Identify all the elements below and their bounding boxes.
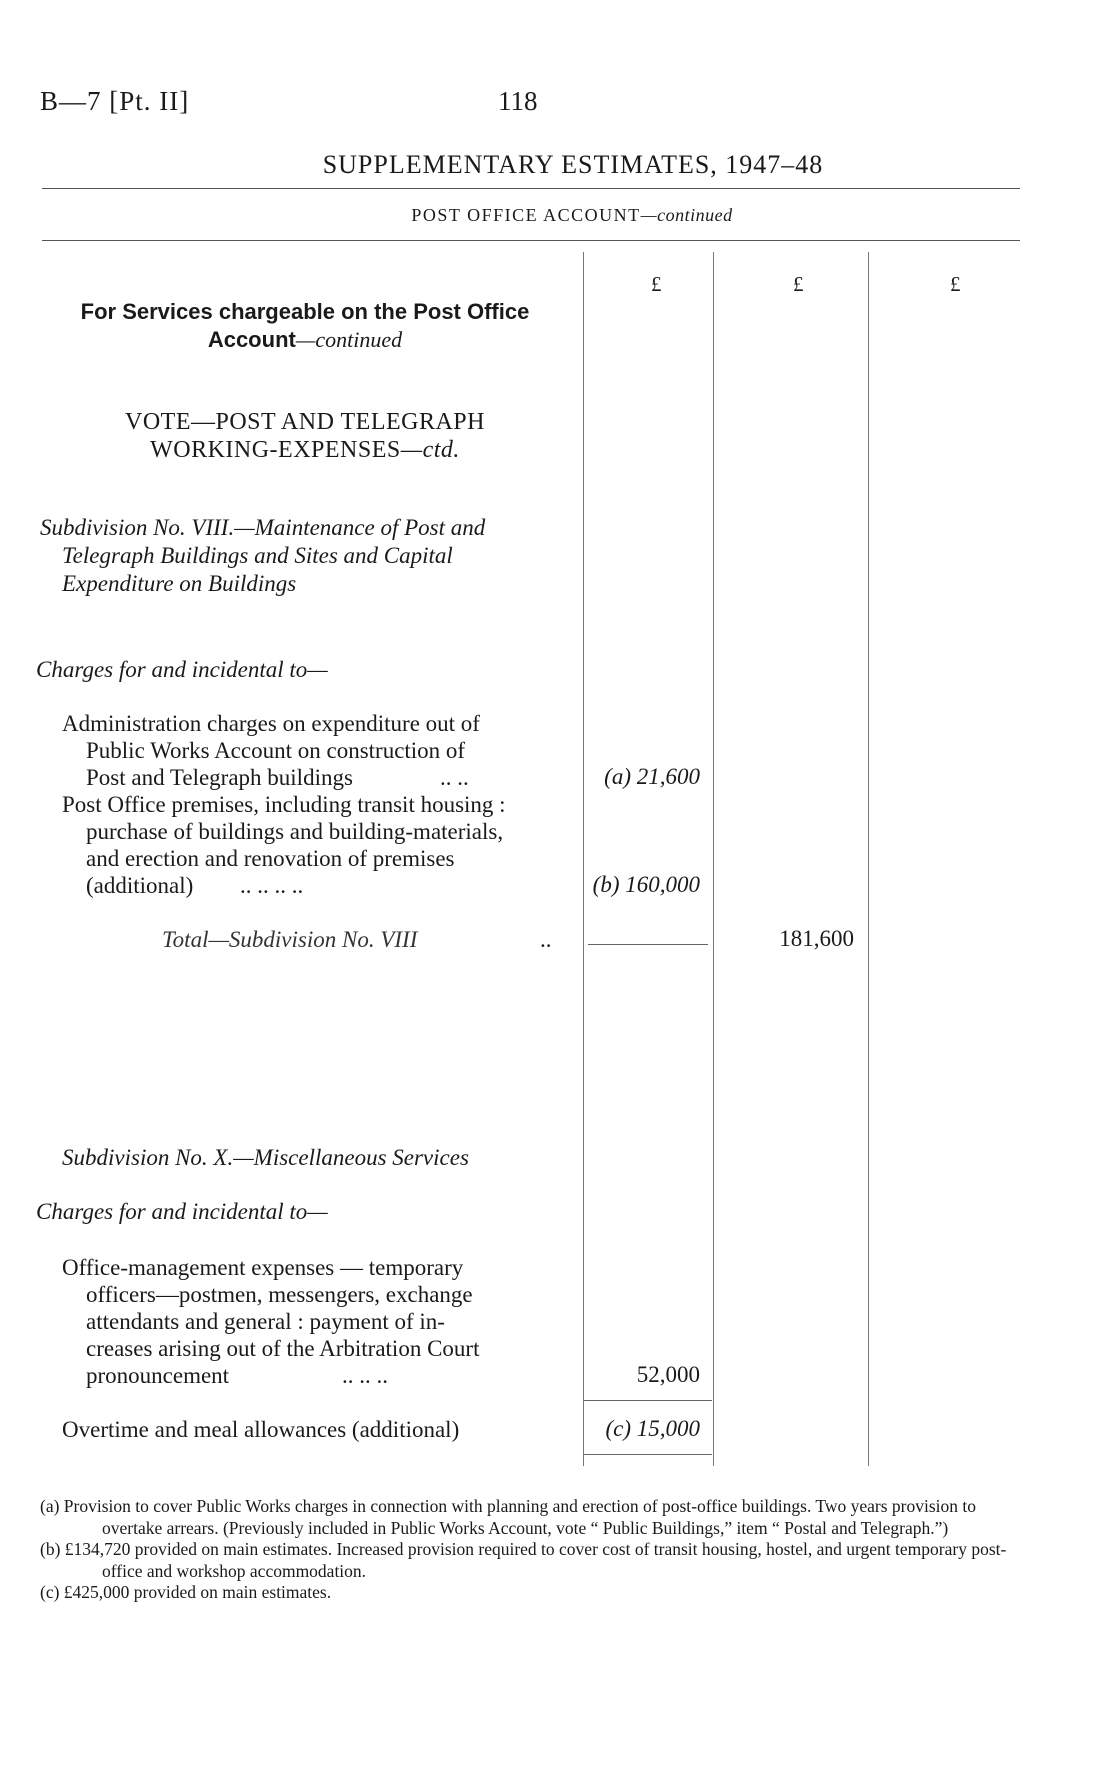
footnote-b: (b) £134,720 provided on main estimates. Increased provision required to cover cost of transit housing, hostel, and urgent temporary post-office and workshop accommodation. [40,1539,1007,1581]
viii-item1-line2: Public Works Account on construction of [86,738,466,763]
subdivision-viii-charges-label: Charges for and incidental to— [36,657,328,682]
subdivision-viii-title-1: Subdivision No. VIII.—Maintenance of Post and [40,515,486,540]
viii-item2-amount: (b) 160,000 [592,872,700,897]
page-reference: B—7 [Pt. II] [40,86,190,116]
page-title: SUPPLEMENTARY ESTIMATES, 1947–48 [322,150,824,179]
viii-item2-leader: .. .. .. .. [240,873,304,898]
section-heading-text: For Services chargeable on the Post Office Account [80,299,530,352]
x-item1-line1: Office-management expenses — temporary [62,1255,464,1280]
subdivision-x-title: Subdivision No. X.—Miscellaneous Services [62,1145,469,1170]
vote-line-2-text: WORKING-EXPENSES [150,437,401,463]
viii-total-label: Total—Subdivision No. VIII [162,927,418,952]
x-item1-amount: 52,000 [636,1362,700,1387]
currency-column-3: £ [950,272,961,296]
x-item2-rule-top [584,1400,712,1401]
vote-line-2 [40,436,570,464]
viii-item1-leader: .. .. [440,765,469,790]
viii-item1-amount: (a) 21,600 [604,764,700,789]
viii-item2-line4: (additional) [86,873,194,898]
footnotes [40,1496,1020,1604]
x-item1-line5: pronouncement [86,1363,230,1388]
vote-line-1: VOTE—POST AND TELEGRAPH [125,409,485,435]
x-item1-line4: creases arising out of the Arbitration Court [86,1336,480,1361]
account-name: POST OFFICE ACCOUNT [411,205,641,225]
section-heading-continued: —continued [295,327,403,352]
page-number: 118 [498,86,538,116]
section-heading [40,298,570,354]
subtitle-rule [42,240,1020,241]
x-item1-line2: officers—postmen, messengers, exchange [86,1282,473,1307]
column-divider-1 [583,252,584,1466]
column-divider-3 [868,252,869,1466]
viii-item2-line3: and erection and renovation of premises [86,846,455,871]
viii-total-leader: .. [540,927,552,952]
viii-item1-line1: Administration charges on expenditure out of [62,711,480,736]
x-item1-leader: .. .. .. [342,1363,388,1388]
viii-subtotal-rule [588,944,708,945]
viii-item2-line2: purchase of buildings and building-materials, [86,819,504,844]
viii-total-amount: 181,600 [779,926,854,951]
subdivision-viii-title-3: Expenditure on Buildings [62,571,297,596]
account-continued: —continued [640,205,733,225]
x-item2-rule-bottom [584,1454,712,1455]
vote-ctd: —ctd. [400,437,460,463]
vote-heading [40,408,570,464]
account-subtitle [0,205,1114,226]
x-item2-label: Overtime and meal allowances (additional) [62,1417,460,1442]
subdivision-x-charges-label: Charges for and incidental to— [36,1199,328,1224]
x-item2-amount: (c) 15,000 [605,1416,700,1441]
viii-item2-line1: Post Office premises, including transit housing : [62,792,506,817]
footnote-a: (a) Provision to cover Public Works charges in connection with planning and erection of post-office buildings. Two years provision to overtake arrears. (Previously included in Public Works Account, vote “ Public Buildings,” item “ Postal and Telegraph.”) [40,1496,977,1538]
currency-column-2: £ [793,272,804,296]
viii-item1-line3: Post and Telegraph buildings [86,765,353,790]
subdivision-viii-title-2: Telegraph Buildings and Sites and Capital [62,543,453,568]
footnote-c: (c) £425,000 provided on main estimates. [40,1582,332,1602]
x-item1-line3: attendants and general : payment of in- [86,1309,445,1334]
column-divider-2 [713,252,714,1466]
title-rule [42,188,1020,189]
currency-column-1: £ [651,272,662,296]
